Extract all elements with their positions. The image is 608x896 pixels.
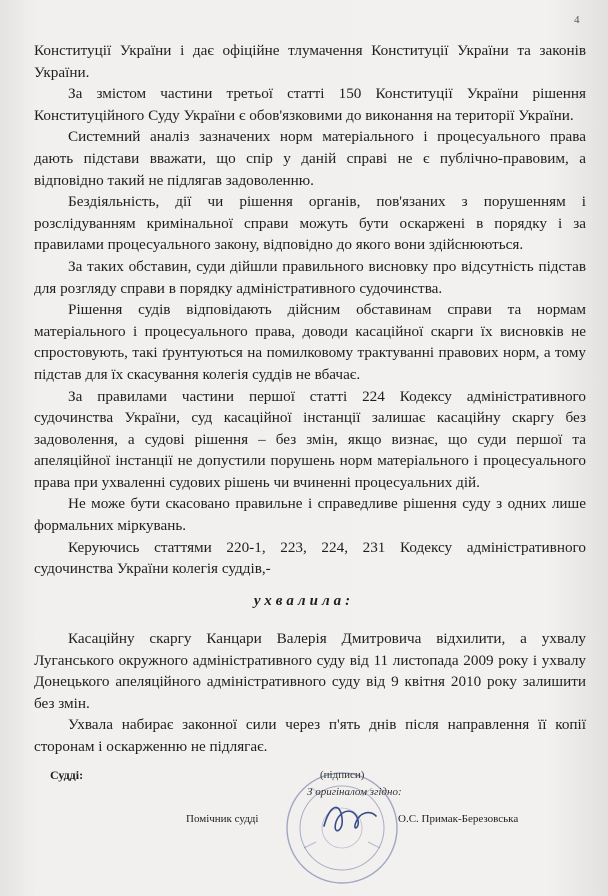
body-text	[34, 40, 586, 580]
paragraph: Не може бути скасовано правильне і справедливе рішення суду з одних лише формальних міркувань.	[34, 495, 586, 535]
assistant-label: Помічник судді	[186, 813, 259, 825]
paragraph: За правилами частини першої статті 224 Кодексу адміністративного судочинства України, суд касаційної інстанції залишає касаційну скаргу без задоволення, а судові рішення – без змін, якщо визнає, що суди першої та апеляційної інстанції не допустили порушень норм матеріального і процесуального права при ухваленні судових рішень чи вчиненні процесуальних дій.	[34, 387, 586, 491]
page-number: 4	[574, 14, 580, 26]
paragraph: Конституції України і дає офіційне тлумачення Конституції України та законів України.	[34, 42, 586, 81]
paragraph: Системний аналіз зазначених норм матеріального і процесуального права дають підстави вважати, що спір у даній справі не є публічно-правовим, а відповідно такий не підлягав задоволенню.	[34, 128, 586, 189]
paragraph: Рішення судів відповідають дійсним обставинам справи та нормам матеріального і процесуального права, доводи касаційної скарги їх висновків не спростовують, такі ґрунтуються на помилковому трактуванні правових норм, а тому підстав для їх скасування колегія суддів не вбачає.	[34, 301, 586, 383]
paragraph: Бездіяльність, дії чи рішення органів, пов'язаних з порушенням і розслідуванням кримінальної справи можуть бути оскаржені в порядку і за правилами процесуального закону, відповідно до якого вони здійснюються.	[34, 193, 586, 254]
decision-text	[34, 628, 586, 758]
paragraph: Керуючись статтями 220-1, 223, 224, 231 Кодексу адміністративного судочинства України колегія суддів,-	[34, 538, 586, 578]
certified-copy-label: З оригіналом згідно:	[307, 786, 402, 798]
judge-name: О.С. Примак-Березовська	[398, 813, 519, 825]
decision-heading: ухвалила:	[253, 593, 355, 609]
decision-paragraph: Касаційну скаргу Канцари Валерія Дмитровича відхилити, а ухвалу Луганського окружного адміністративного суду від 11 листопада 2009 року і ухвалу Донецького апеляційного адміністративного суду від 9 квітня 2010 року залишити без змін.	[34, 630, 586, 712]
handwritten-signature-icon	[318, 796, 382, 840]
paragraph: За таких обставин, суди дійшли правильного висновку про відсутність підстав для розгляду справи в порядку адміністративного судочинства.	[34, 257, 586, 297]
signatures-label: (підписи)	[320, 769, 365, 781]
decision-paragraph: Ухвала набирає законної сили через п'ять днів після направлення її копії сторонам і оскарженню не підлягає.	[34, 716, 586, 755]
judges-label: Судді:	[50, 768, 84, 782]
paragraph: За змістом частини третьої статті 150 Конституції України рішення Конституційного Суду України є обов'язковими до виконання на території України.	[34, 85, 586, 124]
